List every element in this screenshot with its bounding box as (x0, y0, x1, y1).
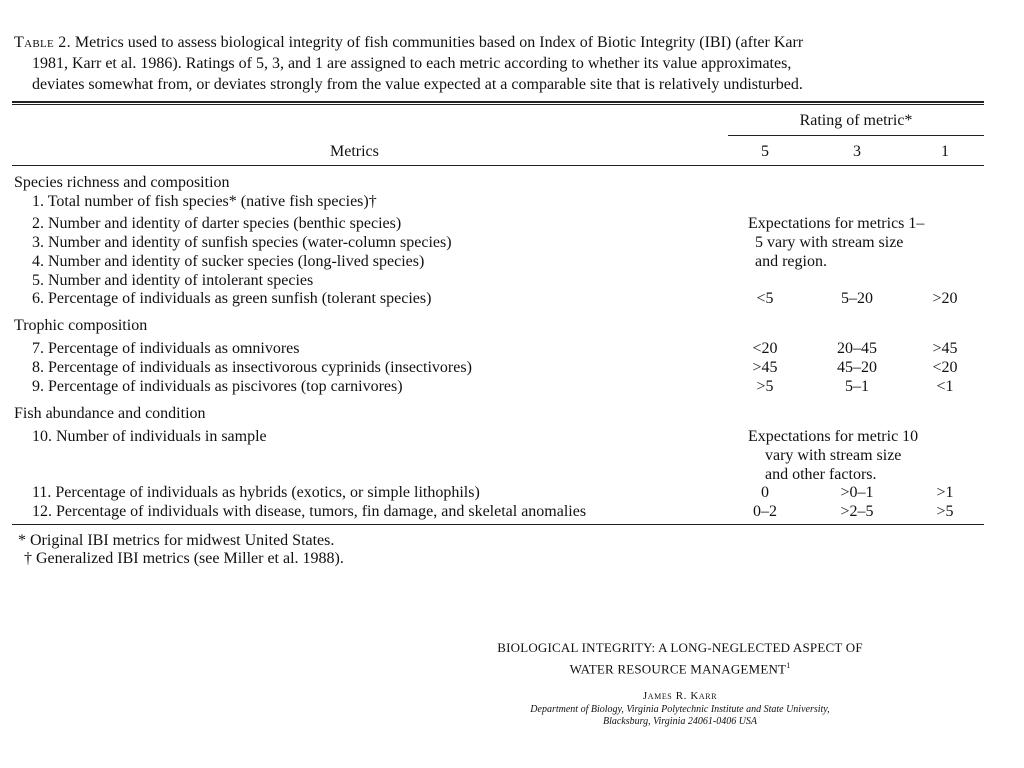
value-m7-r3: 20–45 (837, 340, 877, 357)
value-m11-r1: >1 (936, 484, 954, 501)
value-m11-r5: 0 (761, 484, 769, 501)
note-metric-10-line-3: and other factors. (765, 466, 877, 483)
note-metric-10-line-2: vary with stream size (765, 447, 902, 464)
note-metrics-1-5-line-3: and region. (755, 253, 827, 270)
value-m6-r3: 5–20 (841, 290, 873, 307)
value-m7-r1: >45 (932, 340, 958, 357)
metrics-header: Metrics (330, 143, 379, 160)
section-fish-abundance: Fish abundance and condition (14, 405, 206, 422)
value-m9-r3: 5–1 (845, 378, 869, 395)
metric-row-12: 12. Percentage of individuals with disease, tumors, fin damage, and skeletal anomalies (32, 503, 587, 520)
table-top-rule-2 (12, 104, 984, 105)
metric-row-8: 8. Percentage of individuals as insectivorous cyprinids (insectivores) (32, 359, 472, 376)
article-author: James R. Karr (642, 690, 718, 702)
note-metrics-1-5-line-1: Expectations for metrics 1– (748, 215, 925, 232)
metric-row-7: 7. Percentage of individuals as omnivores (32, 340, 300, 357)
metric-row-10: 10. Number of individuals in sample (32, 428, 267, 445)
metric-row-1: 1. Total number of fish species* (native fish species)† (32, 193, 377, 210)
value-m12-r5: 0–2 (753, 503, 777, 520)
metric-row-4: 4. Number and identity of sucker species (long-lived species) (32, 253, 425, 270)
value-m8-r3: 45–20 (837, 359, 877, 376)
section-species-richness: Species richness and composition (14, 174, 230, 191)
metric-row-2: 2. Number and identity of darter species (benthic species) (32, 215, 402, 232)
title-footnote-marker: 1 (786, 661, 791, 670)
value-m11-r3: >0–1 (840, 484, 874, 501)
caption-line-1: Metrics used to assess biological integrity of fish communities based on Index of Biotic Integrity (IBI) (after Karr (74, 34, 804, 51)
caption-line-2: 1981, Karr et al. 1986). Ratings of 5, 3, and 1 are assigned to each metric according to whether its value approximates, (32, 55, 792, 72)
rating-header-rule (728, 135, 984, 136)
metric-row-3: 3. Number and identity of sunfish species (water-column species) (32, 234, 452, 251)
table-label: Table 2. (14, 34, 71, 51)
value-m6-r1: >20 (932, 290, 958, 307)
value-m9-r1: <1 (936, 378, 954, 395)
footnote-generalized-ibi: † Generalized IBI metrics (see Miller et al. 1988). (24, 550, 344, 567)
header-bottom-rule (12, 165, 984, 166)
table-top-rule (12, 101, 984, 103)
note-metrics-1-5-line-2: 5 vary with stream size (755, 234, 904, 251)
value-m9-r5: >5 (756, 378, 774, 395)
author-affiliation-line-1: Department of Biology, Virginia Polytechnic Institute and State University, (530, 704, 830, 715)
metric-row-5: 5. Number and identity of intolerant species (32, 272, 314, 289)
value-m8-r1: <20 (932, 359, 958, 376)
metric-row-6: 6. Percentage of individuals as green sunfish (tolerant species) (32, 290, 432, 307)
rating-3-header: 3 (853, 143, 861, 160)
table-caption (14, 32, 986, 95)
article-title-line-1: BIOLOGICAL INTEGRITY: A LONG-NEGLECTED ASPECT OF (497, 640, 863, 655)
rating-5-header: 5 (761, 143, 769, 160)
value-m12-r3: >2–5 (840, 503, 874, 520)
metric-row-11: 11. Percentage of individuals as hybrids (exotics, or simple lithophils) (32, 484, 480, 501)
section-trophic-composition: Trophic composition (14, 317, 148, 334)
footnote-original-ibi: * Original IBI metrics for midwest United States. (18, 532, 335, 549)
rating-1-header: 1 (941, 143, 949, 160)
metric-row-9: 9. Percentage of individuals as piscivores (top carnivores) (32, 378, 403, 395)
rating-header: Rating of metric* (799, 112, 913, 129)
value-m7-r5: <20 (752, 340, 778, 357)
article-title-line-2: WATER RESOURCE MANAGEMENT$^1$ (569, 661, 791, 677)
value-m6-r5: <5 (756, 290, 774, 307)
value-m12-r1: >5 (936, 503, 954, 520)
author-affiliation-line-2: Blacksburg, Virginia 24061-0406 USA (602, 716, 758, 727)
caption-line-3: deviates somewhat from, or deviates strongly from the value expected at a comparable site that is relatively undisturbed. (32, 76, 803, 93)
table-bottom-rule (12, 524, 984, 525)
value-m8-r5: >45 (752, 359, 778, 376)
note-metric-10-line-1: Expectations for metric 10 (748, 428, 919, 445)
